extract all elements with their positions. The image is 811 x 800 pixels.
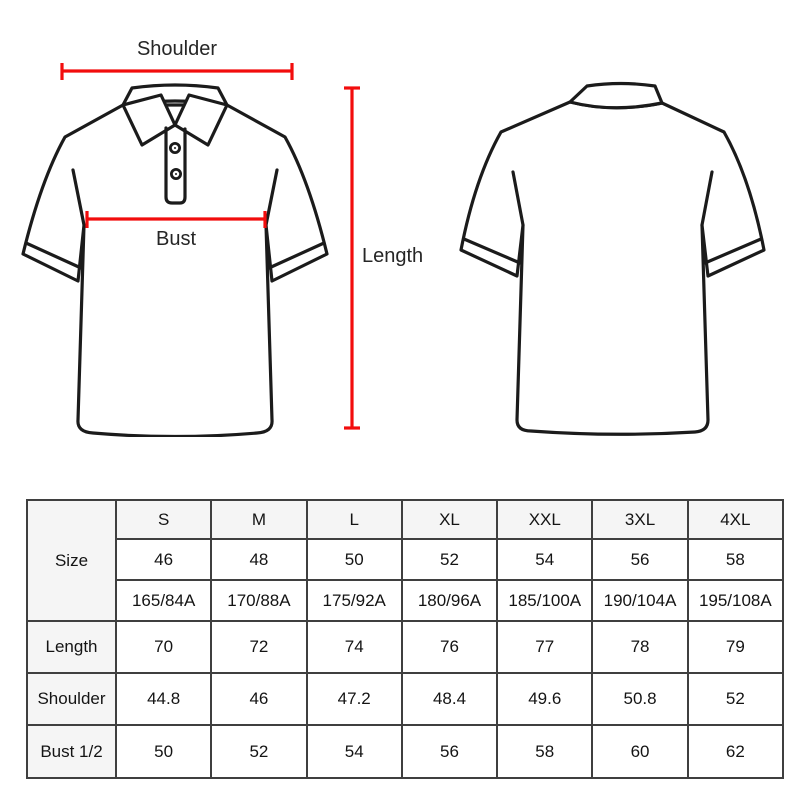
row-header-bust: Bust 1/2: [27, 725, 116, 778]
size-code-cell: 190/104A: [592, 580, 687, 621]
bust-value-cell: 54: [307, 725, 402, 778]
length-label: Length: [362, 245, 424, 267]
shoulder-value-cell: 47.2: [307, 673, 402, 725]
length-value-cell: 74: [307, 621, 402, 673]
shoulder-label: Shoulder: [136, 38, 218, 60]
table-row: [27, 500, 783, 539]
bust-measure-line: [87, 211, 265, 228]
bust-value-cell: 62: [688, 725, 783, 778]
size-number-cell: 56: [592, 539, 687, 580]
shoulder-measure-line: [62, 63, 292, 80]
length-value-cell: 77: [497, 621, 592, 673]
column-header-m: M: [211, 500, 306, 539]
bust-value-cell: 60: [592, 725, 687, 778]
bust-value-cell: 52: [211, 725, 306, 778]
length-value-cell: 76: [402, 621, 497, 673]
length-value-cell: 79: [688, 621, 783, 673]
size-number-cell: 50: [307, 539, 402, 580]
column-header-xxl: XXL: [497, 500, 592, 539]
length-value-cell: 78: [592, 621, 687, 673]
size-number-cell: 46: [116, 539, 211, 580]
size-corner-cell: Size: [27, 500, 116, 621]
bust-label: Bust: [155, 228, 197, 250]
column-header-3xl: 3XL: [592, 500, 687, 539]
column-header-xl: XL: [402, 500, 497, 539]
column-header-4xl: 4XL: [688, 500, 783, 539]
size-number-cell: 48: [211, 539, 306, 580]
size-code-cell: 175/92A: [307, 580, 402, 621]
shoulder-value-cell: 44.8: [116, 673, 211, 725]
size-number-cell: 58: [688, 539, 783, 580]
size-code-cell: 180/96A: [402, 580, 497, 621]
table-row: [27, 621, 783, 673]
bust-value-cell: 56: [402, 725, 497, 778]
table-row: [27, 539, 783, 580]
shoulder-value-cell: 46: [211, 673, 306, 725]
size-number-cell: 54: [497, 539, 592, 580]
column-header-s: S: [116, 500, 211, 539]
length-value-cell: 70: [116, 621, 211, 673]
bust-value-cell: 58: [497, 725, 592, 778]
size-code-cell: 165/84A: [116, 580, 211, 621]
size-code-cell: 195/108A: [688, 580, 783, 621]
table-row: [27, 580, 783, 621]
bust-value-cell: 50: [116, 725, 211, 778]
size-code-cell: 170/88A: [211, 580, 306, 621]
size-table: [26, 499, 784, 779]
length-measure-line: [344, 88, 360, 428]
row-header-shoulder: Shoulder: [27, 673, 116, 725]
shoulder-value-cell: 52: [688, 673, 783, 725]
table-row: [27, 673, 783, 725]
length-value-cell: 72: [211, 621, 306, 673]
column-header-l: L: [307, 500, 402, 539]
size-code-cell: 185/100A: [497, 580, 592, 621]
table-row: [27, 725, 783, 778]
shoulder-value-cell: 50.8: [592, 673, 687, 725]
shoulder-value-cell: 49.6: [497, 673, 592, 725]
shoulder-value-cell: 48.4: [402, 673, 497, 725]
size-number-cell: 52: [402, 539, 497, 580]
row-header-length: Length: [27, 621, 116, 673]
